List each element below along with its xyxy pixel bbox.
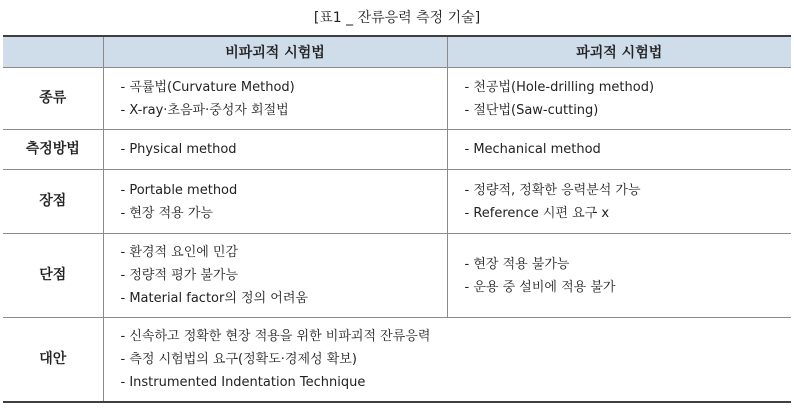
cell-line: - Reference 시편 요구 x [464, 205, 610, 221]
cell-line: - Physical method [120, 142, 237, 157]
cell-line: - 측정 시험법의 요구(정확도·경제성 확보) [120, 351, 357, 367]
cell-line: - Mechanical method [464, 142, 601, 157]
cell-line: - 운용 중 설비에 적용 불가 [464, 279, 616, 295]
cell-line: - 현장 적용 불가능 [464, 256, 570, 272]
cell-line: - Instrumented Indentation Technique [120, 374, 366, 390]
cell-line: - X-ray·초음파·중성자 회절법 [120, 102, 289, 118]
cell-line: - 환경적 요인에 민감 [120, 245, 239, 260]
table-row-advantages [3, 170, 791, 234]
cell-advantages-destructive [447, 170, 791, 234]
cell-types-destructive [447, 68, 791, 130]
cell-line: - Portable method [120, 182, 238, 198]
table-row-disadvantages [3, 234, 791, 318]
cell-types-nondestructive [103, 68, 447, 130]
table-row-method [3, 130, 791, 170]
header-destructive: 파괴적 시험법 [447, 36, 791, 68]
cell-disadvantages-nondestructive [103, 234, 447, 318]
cell-line: - 정량적, 정확한 응력분석 가능 [464, 182, 641, 198]
row-label-method: 측정방법 [3, 130, 103, 170]
header-row [3, 36, 791, 68]
cell-line: - 천공법(Hole-drilling method) [464, 79, 655, 95]
cell-line: - 신속하고 정확한 현장 적용을 위한 비파괴적 잔류응력 [120, 328, 431, 344]
table-row-types [3, 68, 791, 130]
cell-line: - 현장 적용 가능 [120, 205, 213, 221]
cell-method-nondestructive [103, 130, 447, 170]
cell-alternative [103, 318, 791, 402]
header-nondestructive: 비파괴적 시험법 [103, 36, 447, 68]
cell-advantages-nondestructive [103, 170, 447, 234]
cell-disadvantages-destructive [447, 234, 791, 318]
table-caption: [표1 _ 잔류응력 측정 기술] [313, 10, 481, 26]
cell-line: - 정량적 평가 불가능 [120, 268, 239, 283]
table-row-alternative [3, 318, 791, 402]
residual-stress-table [3, 35, 791, 403]
cell-line: - Material factor의 정의 어려움 [120, 291, 308, 306]
cell-line: - 절단법(Saw-cutting) [464, 102, 599, 118]
row-label-disadvantages: 단점 [3, 234, 103, 318]
row-label-types: 종류 [3, 68, 103, 130]
header-corner [3, 36, 103, 68]
cell-method-destructive [447, 130, 791, 170]
row-label-advantages: 장점 [3, 170, 103, 234]
cell-line: - 곡률법(Curvature Method) [120, 79, 295, 95]
row-label-alternative: 대안 [3, 318, 103, 402]
